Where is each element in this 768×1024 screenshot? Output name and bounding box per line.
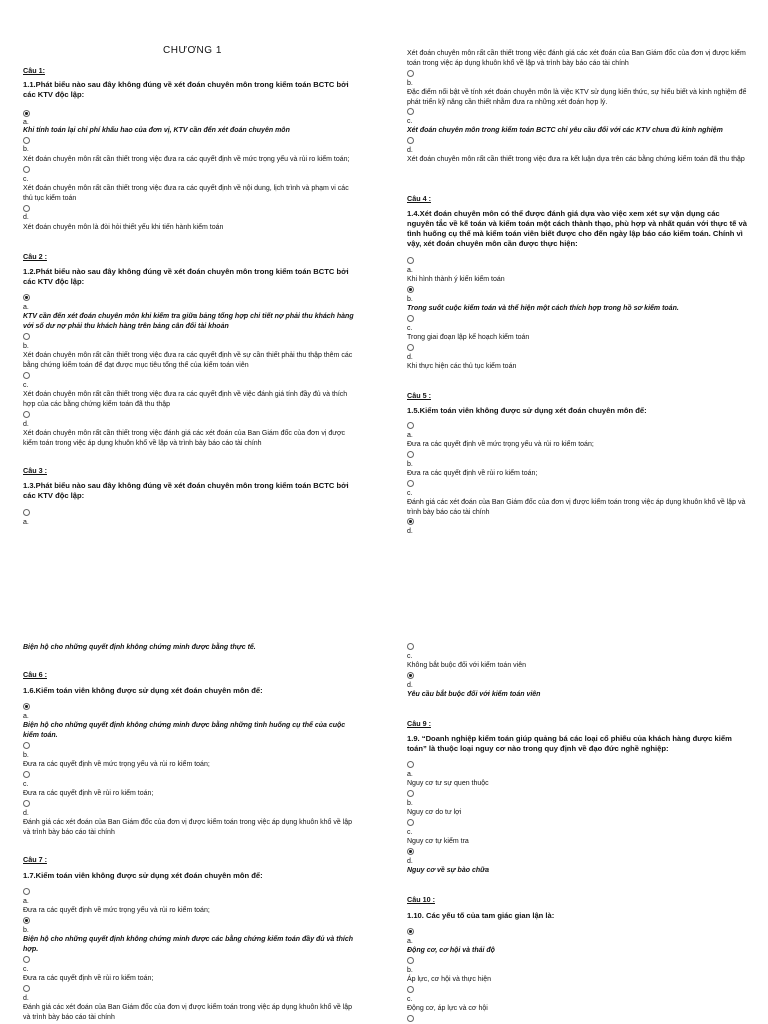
- q3-option-b-letter: b.: [407, 80, 413, 87]
- q10-option-a-letter: a.: [407, 938, 413, 945]
- q7-label: Câu 7 :: [23, 855, 47, 864]
- q3-option-c-text: Xét đoán chuyên môn trong kiểm toán BCTC chỉ yêu cầu đối với các KTV chưa đủ kinh nghiệm: [407, 127, 723, 134]
- q9-question: 1.9. “Doanh nghiệp kiểm toán giúp quảng bá các loại cổ phiếu của khách hàng được kiểm toán” là thuộc loại nguy cơ nào trong quy định về đạo đức nghề nghiệp:: [407, 734, 732, 753]
- q4-option-a-text: Khi hình thành ý kiến kiểm toán: [407, 276, 505, 283]
- q9-option-c-radio[interactable]: [407, 819, 414, 826]
- q7-option-a-radio[interactable]: [23, 888, 30, 895]
- q9-option-b-text: Nguy cơ do tư lợi: [407, 809, 462, 816]
- q6-option-b-letter: b.: [23, 752, 29, 759]
- q5-option-a-text: Đưa ra các quyết định về mức trọng yếu và rủi ro kiểm toán;: [407, 441, 594, 448]
- q9-option-d-letter: d.: [407, 858, 413, 865]
- left-top-column: [23, 46, 358, 546]
- q3-option-d-text: Xét đoán chuyên môn rất cần thiết trong việc đưa ra kết luận dựa trên các bằng chứng kiểm toán đã thu thập: [407, 156, 745, 163]
- q9-option-b-letter: b.: [407, 800, 413, 807]
- left-bottom-column: [23, 641, 358, 1024]
- q2-question: 1.2.Phát biểu nào sau đây không đúng về xét đoán chuyên môn trong kiểm toán BCTC bởi các KTV độc lập:: [23, 267, 349, 286]
- q7-option-b-text: Biện hộ cho những quyết định không chứng minh được các bằng chứng kiểm toán đầy đủ và thích hợp.: [23, 936, 353, 953]
- q8-option-c-letter: c.: [407, 653, 413, 660]
- q10-option-b-radio[interactable]: [407, 957, 414, 964]
- q2-option-a-text: KTV cần đến xét đoán chuyên môn khi kiểm tra giữa bảng tổng hợp chi tiết nợ phải thu khách hàng với số dư nợ phải thu khách hàng trên bảng cân đối tài khoản: [23, 313, 354, 330]
- q7-option-d-text: Đánh giá các xét đoán của Ban Giám đốc của đơn vị được kiểm toán trong việc áp dụng khuôn khổ về lập và trình bày báo cáo tài chính: [23, 1004, 353, 1021]
- q6-option-a-letter: a.: [23, 713, 29, 720]
- q5-label: Câu 5 :: [407, 391, 431, 400]
- q4-option-b-text: Trong suốt cuộc kiểm toán và thể hiện một cách thích hợp trong hồ sơ kiểm toán.: [407, 305, 679, 312]
- q1-option-d-letter: d.: [23, 214, 29, 221]
- q7-option-a-text: Đưa ra các quyết định về mức trọng yếu và rủi ro kiểm toán;: [23, 907, 210, 914]
- q9-label: Câu 9 :: [407, 719, 431, 728]
- q7-option-c-letter: c.: [23, 966, 29, 973]
- q4-option-d-letter: d.: [407, 354, 413, 361]
- q8-option-d-radio[interactable]: [407, 672, 414, 679]
- q3-question: 1.3.Phát biểu nào sau đây không đúng về xét đoán chuyên môn trong kiểm toán BCTC bởi các KTV độc lập:: [23, 481, 349, 500]
- q3-option-d-radio[interactable]: [407, 137, 414, 144]
- q7-option-c-radio[interactable]: [23, 956, 30, 963]
- q3-option-a-text: Xét đoán chuyên môn rất cần thiết trong việc đánh giá các xét đoán của Ban Giám đốc của đơn vị được kiểm toán trong việc áp dụng khuôn khổ về lập và trình bày báo cáo tài chính: [407, 50, 746, 67]
- q4-option-a-radio[interactable]: [407, 257, 414, 264]
- q1-option-b-text: Xét đoán chuyên môn rất cần thiết trong việc đưa ra các quyết định về mức trọng yếu và rủi ro kiểm toán;: [23, 156, 350, 163]
- q2-option-c-radio[interactable]: [23, 372, 30, 379]
- q10-question: 1.10. Các yếu tố của tam giác gian lận là:: [407, 911, 555, 920]
- q7-question: 1.7.Kiểm toán viên không được sử dụng xét đoán chuyên môn để:: [23, 871, 263, 880]
- q1-option-c-radio[interactable]: [23, 166, 30, 173]
- q4-option-a-letter: a.: [407, 267, 413, 274]
- q4-option-c-radio[interactable]: [407, 315, 414, 322]
- q6-option-c-radio[interactable]: [23, 771, 30, 778]
- q9-option-b-radio[interactable]: [407, 790, 414, 797]
- q9-option-c-letter: c.: [407, 829, 413, 836]
- q4-option-b-letter: b.: [407, 296, 413, 303]
- q4-option-b-radio[interactable]: [407, 286, 414, 293]
- q5-question: 1.5.Kiểm toán viên không được sử dụng xét đoán chuyên môn để:: [407, 406, 647, 415]
- right-bottom-column: [407, 641, 747, 1024]
- q7-option-b-radio[interactable]: [23, 917, 30, 924]
- q1-option-a-radio[interactable]: [23, 110, 30, 117]
- q10-option-c-letter: c.: [407, 996, 413, 1003]
- q3-label: Câu 3 :: [23, 466, 47, 475]
- q6-label: Câu 6 :: [23, 670, 47, 679]
- q4-option-c-letter: c.: [407, 325, 413, 332]
- q7-option-d-radio[interactable]: [23, 985, 30, 992]
- q9-option-a-letter: a.: [407, 771, 413, 778]
- q6-option-c-letter: c.: [23, 781, 29, 788]
- q5-option-d-radio[interactable]: [407, 518, 414, 525]
- q10-option-c-radio[interactable]: [407, 986, 414, 993]
- q6-option-d-radio[interactable]: [23, 800, 30, 807]
- q7-option-d-letter: d.: [23, 995, 29, 1002]
- q5-option-d-text: Biện hộ cho những quyết định không chứng minh được bằng thực tế.: [23, 644, 256, 651]
- q1-option-a-letter: a.: [23, 119, 29, 126]
- q1-option-d-radio[interactable]: [23, 205, 30, 212]
- q5-option-c-radio[interactable]: [407, 480, 414, 487]
- q5-option-b-letter: b.: [407, 461, 413, 468]
- q4-question: 1.4.Xét đoán chuyên môn có thể được đánh giá dựa vào việc xem xét sự vận dụng các nguyên tắc về kế toán và kiểm toán một cách thành thạo, phù hợp và nhất quán với thực tế và tình huống cụ thể mà kiểm toán viên biết được cho đến ngày lập báo cáo kiểm toán. Chính vì vậy, xét đoán chuyên môn cần được thực hiện:: [407, 209, 747, 248]
- q2-option-c-letter: c.: [23, 382, 29, 389]
- q5-option-b-radio[interactable]: [407, 451, 414, 458]
- q5-option-a-radio[interactable]: [407, 422, 414, 429]
- q7-option-a-letter: a.: [23, 898, 29, 905]
- q2-label: Câu 2 :: [23, 252, 47, 261]
- q4-option-d-text: Khi thực hiện các thủ tục kiểm toán: [407, 363, 517, 370]
- q2-option-c-text: Xét đoán chuyên môn rất cần thiết trong việc đưa ra các quyết định về việc đánh giá tính đầy đủ và thích hợp của các bằng chứng kiểm toán đã thu thập: [23, 391, 348, 408]
- q3-option-d-letter: d.: [407, 147, 413, 154]
- q6-option-a-text: Biện hộ cho những quyết định không chứng minh được bằng những tình huống cụ thể của cuộc kiểm toán.: [23, 722, 346, 739]
- q1-option-c-letter: c.: [23, 176, 29, 183]
- q2-option-d-radio[interactable]: [23, 411, 30, 418]
- q10-label: Câu 10 :: [407, 895, 435, 904]
- q8-option-d-letter: d.: [407, 682, 413, 689]
- q3-option-b-text: Đặc điểm nổi bật về tính xét đoán chuyên môn là việc KTV sử dụng kiến thức, sự hiểu biết và kinh nghiệm để phát triển kỹ năng cần thiết nhằm đưa ra những xét đoán hợp lý.: [407, 89, 747, 106]
- q2-option-b-letter: b.: [23, 343, 29, 350]
- q9-option-d-radio[interactable]: [407, 848, 414, 855]
- q4-label: Câu 4 :: [407, 194, 431, 203]
- q5-option-d-letter: d.: [407, 528, 413, 535]
- q1-option-c-text: Xét đoán chuyên môn rất cần thiết trong việc đưa ra các quyết định về nội dung, lịch trình và phạm vi các thủ tục kiểm toán: [23, 185, 349, 202]
- q10-option-b-letter: b.: [407, 967, 413, 974]
- q2-option-d-letter: d.: [23, 421, 29, 428]
- q9-option-d-text: Nguy cơ về sự bào chữa: [407, 867, 489, 874]
- q8-option-d-text: Yêu cầu bắt buộc đối với kiểm toán viên: [407, 691, 541, 698]
- q6-option-d-text: Đánh giá các xét đoán của Ban Giám đốc của đơn vị được kiểm toán trong việc áp dụng khuôn khổ về lập và trình bày báo cáo tài chính: [23, 819, 353, 836]
- q2-option-d-text: Xét đoán chuyên môn rất cần thiết trong việc đánh giá các xét đoán của Ban Giám đốc của đơn vị được kiểm toán trong việc áp dụng khuôn khổ về lập và trình bày báo cáo tài chính: [23, 430, 346, 447]
- q3-option-c-radio[interactable]: [407, 108, 414, 115]
- q1-option-a-text: Khi tính toán lại chỉ phí khấu hao của đơn vị, KTV cần đến xét đoán chuyên môn: [23, 127, 290, 134]
- right-top-column: [407, 46, 747, 546]
- q3-option-a-radio[interactable]: [23, 509, 30, 516]
- q6-option-a-radio[interactable]: [23, 703, 30, 710]
- q5-option-c-text: Đánh giá các xét đoán của Ban Giám đốc của đơn vị được kiểm toán trong việc áp dụng khuôn khổ về lập và trình bày báo cáo tài chính: [407, 499, 746, 516]
- q5-option-c-letter: c.: [407, 490, 413, 497]
- q7-option-c-text: Đưa ra các quyết định về rủi ro kiểm toán;: [23, 975, 154, 982]
- q3-option-a-letter: a.: [23, 519, 29, 526]
- q2-option-a-letter: a.: [23, 304, 29, 311]
- q2-option-b-text: Xét đoán chuyên môn rất cần thiết trong việc đưa ra các quyết định về sự cần thiết phải thu thập thêm các bằng chứng kiểm toán để đạt được mục tiêu tổng thể của kiểm toán viên: [23, 352, 353, 369]
- q2-option-b-radio[interactable]: [23, 333, 30, 340]
- q1-question: 1.1.Phát biểu nào sau đây không đúng về xét đoán chuyên môn trong kiểm toán BCTC bởi các KTV độc lập:: [23, 80, 349, 99]
- q1-label: Câu 1:: [23, 66, 45, 75]
- q6-question: 1.6.Kiểm toán viên không được sử dụng xét đoán chuyên môn để:: [23, 686, 263, 695]
- q6-option-d-letter: d.: [23, 810, 29, 817]
- q5-option-b-text: Đưa ra các quyết định về rủi ro kiểm toán;: [407, 470, 538, 477]
- q1-option-b-radio[interactable]: [23, 137, 30, 144]
- q8-option-c-radio[interactable]: [407, 643, 414, 650]
- q5-option-a-letter: a.: [407, 432, 413, 439]
- q3-option-c-letter: c.: [407, 118, 413, 125]
- q1-option-d-text: Xét đoán chuyên môn là đòi hỏi thiết yếu khi tiến hành kiểm toán: [23, 224, 224, 231]
- q9-option-c-text: Nguy cơ tự kiểm tra: [407, 838, 469, 845]
- q9-option-a-text: Nguy cơ tư sự quen thuộc: [407, 780, 489, 787]
- q4-option-d-radio[interactable]: [407, 344, 414, 351]
- q8-option-c-text: Không bắt buộc đối với kiểm toán viên: [407, 662, 526, 669]
- q10-option-d-radio[interactable]: [407, 1015, 414, 1022]
- q1-option-b-letter: b.: [23, 146, 29, 153]
- q7-option-b-letter: b.: [23, 927, 29, 934]
- q10-option-a-radio[interactable]: [407, 928, 414, 935]
- q2-option-a-radio[interactable]: [23, 294, 30, 301]
- q6-option-b-radio[interactable]: [23, 742, 30, 749]
- q9-option-a-radio[interactable]: [407, 761, 414, 768]
- q6-option-b-text: Đưa ra các quyết định về mức trọng yếu và rủi ro kiểm toán;: [23, 761, 210, 768]
- q10-option-c-text: Động cơ, áp lực và cơ hội: [407, 1005, 488, 1012]
- chapter-title: CHƯƠNG 1: [163, 45, 222, 56]
- q10-option-a-text: Động cơ, cơ hội và thái độ: [407, 947, 495, 954]
- q3-option-b-radio[interactable]: [407, 70, 414, 77]
- q4-option-c-text: Trong giai đoạn lập kế hoạch kiểm toán: [407, 334, 530, 341]
- q10-option-b-text: Áp lực, cơ hội và thực hiện: [407, 976, 491, 983]
- q6-option-c-text: Đưa ra các quyết định về rủi ro kiểm toán;: [23, 790, 154, 797]
